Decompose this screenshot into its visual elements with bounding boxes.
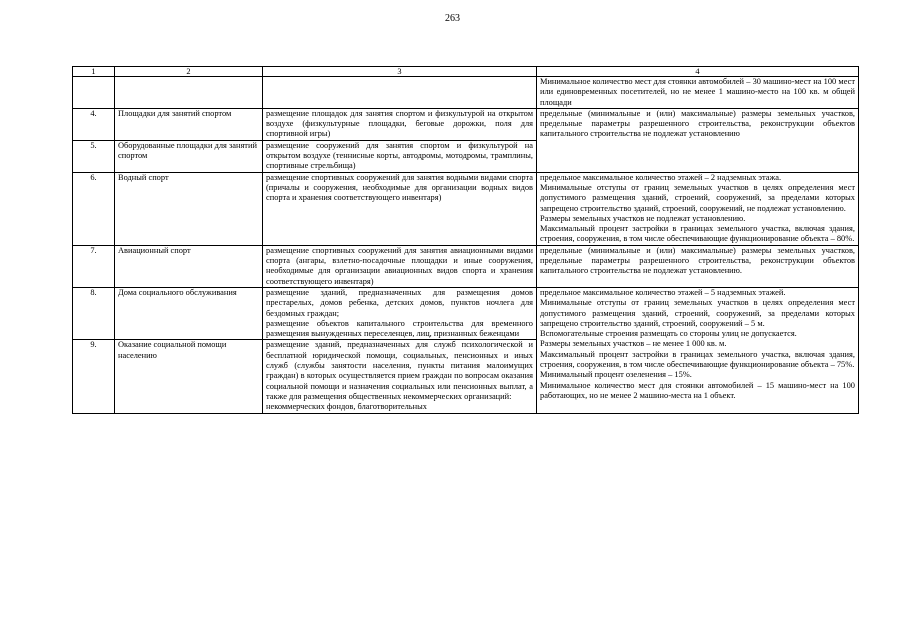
row-name: Площадки для занятий спортом <box>115 108 263 140</box>
parameter-paragraph: Максимальный процент застройки в границах земельного участка, включая здания, строения, сооружения, в том числе обеспечивающие функционирование объекта – 75%. <box>540 349 855 370</box>
header-col-1: 1 <box>73 67 115 77</box>
row-name: Оказание социальной помощи населению <box>115 340 263 413</box>
row-number: 6. <box>73 172 115 245</box>
row-number <box>73 77 115 109</box>
row-number: 9. <box>73 340 115 413</box>
row-description <box>263 287 537 339</box>
row-number: 7. <box>73 245 115 287</box>
row-parameters: Минимальное количество мест для стоянки автомобилей – 30 машино-мест на 100 мест или единовременных посетителей, но не менее 1 машино-место на 100 кв. м общей площади <box>537 77 859 109</box>
row-description <box>263 77 537 109</box>
parameter-paragraph: Максимальный процент застройки в границах земельного участка, включая здания, строения, сооружения, в том числе обеспечивающие функционирование объекта – 80%. <box>540 224 855 244</box>
parameter-paragraph: предельное максимальное количество этажей – 5 надземных этажей. <box>540 287 786 297</box>
row-name <box>115 77 263 109</box>
page-number: 263 <box>445 13 460 24</box>
row-description: размещение сооружений для занятия спортом и физкультурой на открытом воздухе (теннисные корты, автодромы, мотодромы, трамплины, спортивные стрельбища) <box>263 140 537 172</box>
parameter-paragraph: Минимальное количество мест для стоянки автомобилей – 15 машино-мест на 100 работающих, но не менее 2 машино-места на 1 объект. <box>540 380 855 400</box>
row-description <box>263 340 537 413</box>
row-parameters <box>537 287 859 413</box>
table-row-7 <box>73 245 859 287</box>
table-row-continuation <box>73 77 859 109</box>
header-col-3: 3 <box>263 67 537 77</box>
header-col-2: 2 <box>115 67 263 77</box>
header-col-4: 4 <box>537 67 859 77</box>
description-paragraph: некоммерческих фондов, благотворительных <box>266 402 427 412</box>
row-description: размещение спортивных сооружений для занятия авиационными видами спорта (ангары, взлетно-посадочные площадки и иные сооружения, необходимые для организации авиационных видов спорта и хранения соответствующего инвентаря) <box>263 245 537 287</box>
row-number: 5. <box>73 140 115 172</box>
table-header-row <box>73 67 859 77</box>
description-paragraph: размещение объектов капитального строительства для временного размещения вынужденных переселенцев, лиц, признанных беженцами <box>266 318 533 339</box>
row-description: размещение спортивных сооружений для занятия водными видами спорта (причалы и сооружения, необходимые для организации водных видов спорта и хранения соответствующего инвентаря) <box>263 172 537 245</box>
row-name: Авиационный спорт <box>115 245 263 287</box>
row-number: 8. <box>73 287 115 339</box>
row-name: Оборудованные площадки для занятий спортом <box>115 140 263 172</box>
row-parameters: предельные (минимальные и (или) максимальные) размеры земельных участков, предельные параметры разрешенного строительства, реконструкции объектов капитального строительства не подлежат установлению. <box>537 245 859 287</box>
parameter-paragraph: предельное максимальное количество этажей – 2 надземных этажа. <box>540 172 782 182</box>
parameter-paragraph: Размеры земельных участков не подлежат установлению. <box>540 213 746 223</box>
parameter-paragraph: Размеры земельных участков – не менее 1 000 кв. м. <box>540 339 727 349</box>
row-name: Дома социального обслуживания <box>115 287 263 339</box>
table-row-8 <box>73 287 859 339</box>
parameter-paragraph: Минимальный процент озеленения – 15%. <box>540 370 692 380</box>
table-row-4 <box>73 108 859 140</box>
parameter-paragraph: Минимальные отступы от границ земельных участков в целях определения мест допустимого размещения зданий, строений, сооружений, за пределами которых запрещено строительство зданий, строений, сооружений, не подлежат установлению. <box>540 182 855 213</box>
row-parameters: предельные (минимальные и (или) максимальные) размеры земельных участков, предельные параметры разрешенного строительства, реконструкции объектов капитального строительства не подлежат установлению <box>537 108 859 172</box>
regulations-table <box>72 66 859 414</box>
row-number: 4. <box>73 108 115 140</box>
table-row-6 <box>73 172 859 245</box>
description-paragraph: размещение зданий, предназначенных для служб психологической и бесплатной юридической помощи, социальных, пенсионных и иных служб (службы занятости населения, пункты питания малоимущих граждан) в которых осуществляется прием граждан по вопросам оказания социальной помощи и назначения социальных или пенсионных выплат, а также для размещения общественных некоммерческих организаций: <box>266 340 533 401</box>
row-parameters <box>537 172 859 245</box>
row-name: Водный спорт <box>115 172 263 245</box>
row-description: размещение площадок для занятия спортом и физкультурой на открытом воздухе (физкультурные площадки, беговые дорожки, поля для спортивной игры) <box>263 108 537 140</box>
description-paragraph: размещение зданий, предназначенных для размещения домов престарелых, домов ребенка, детских домов, пунктов ночлега для бездомных граждан; <box>266 287 533 318</box>
parameter-paragraph: Минимальные отступы от границ земельных участков в целях определения мест допустимого размещения зданий, строений, сооружений, за пределами которых запрещено строительство зданий, строений, сооружений – 5 м. <box>540 298 855 328</box>
parameter-paragraph: Вспомогательные строения размещать со стороны улиц не допускается. <box>540 329 797 339</box>
